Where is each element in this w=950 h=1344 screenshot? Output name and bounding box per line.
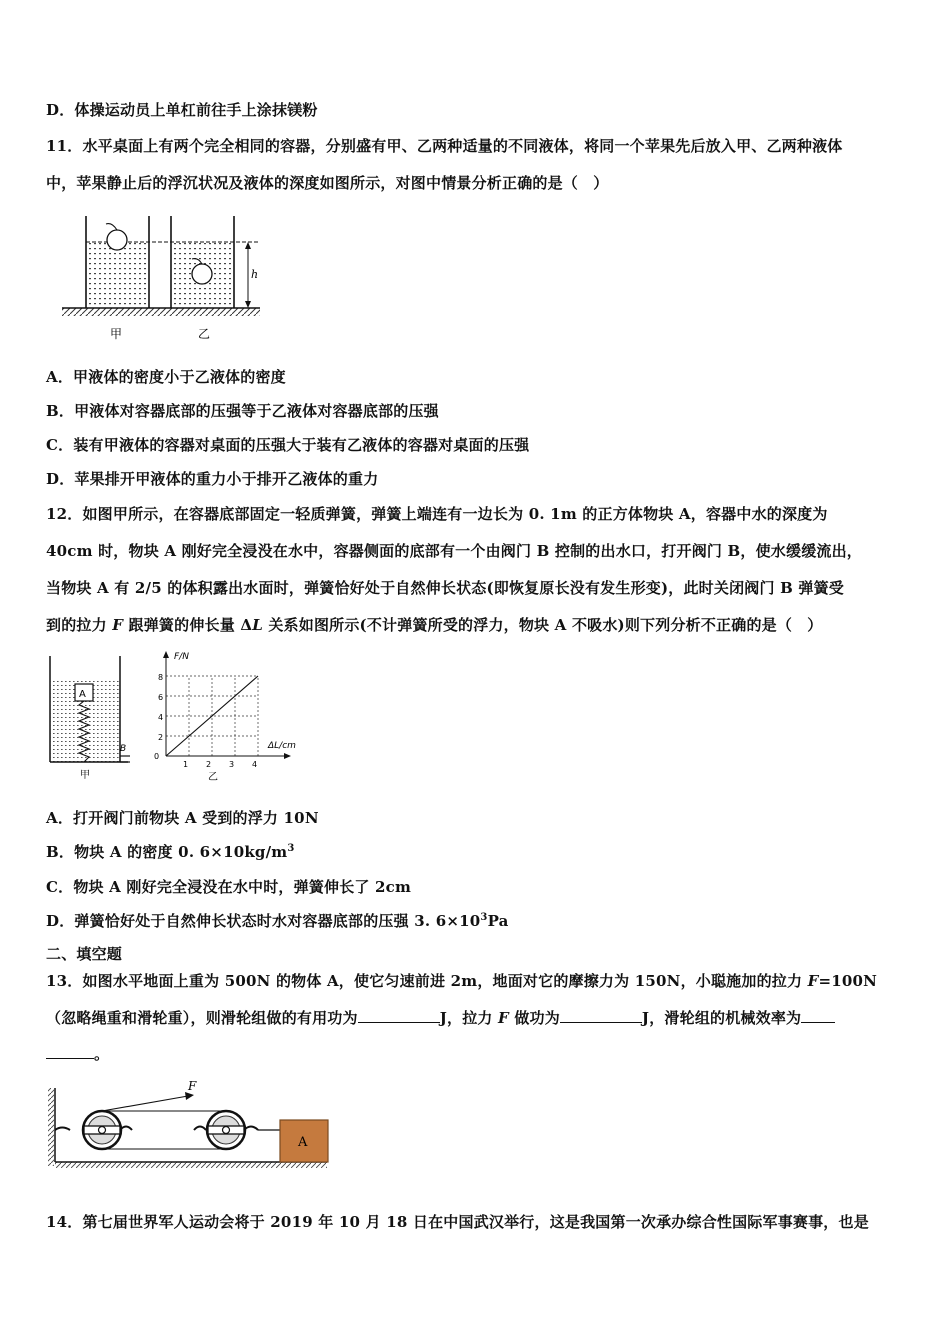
label-yi-12: 乙 xyxy=(208,772,218,782)
q13-stem-line2 xyxy=(46,1008,835,1028)
section-fill-blank: 二、填空题 xyxy=(46,945,123,963)
q12-option-d-text: D．弹簧恰好处于自然伸长状态时水对容器底部的压强 3. 6×10 xyxy=(46,912,481,930)
x-tick-2: 2 xyxy=(206,760,212,769)
label-block-a: A xyxy=(79,689,86,700)
pulley-fixed xyxy=(55,1111,132,1149)
q13-text-end: 。 xyxy=(94,1045,110,1063)
q12-option-b-sup: 3 xyxy=(287,843,295,854)
y-tick-8: 8 xyxy=(158,673,164,682)
label-valve-b: B xyxy=(120,744,127,754)
q13-text-2: =100N xyxy=(818,972,878,990)
q11-stem-line1: 11．水平桌面上有两个完全相同的容器，分别盛有甲、乙两种适量的不同液体，将同一个苹果先后放入甲、乙两种液体 xyxy=(46,137,843,155)
q12-text-3: 关系如图所示(不计弹簧所受的浮力，物块 A 不吸水)则下列分析不正确的是（ ） xyxy=(262,616,823,634)
q12-option-b xyxy=(46,842,295,862)
q12-stem-line2: 40cm 时，物块 A 刚好完全浸没在水中，容器侧面的底部有一个由阀门 B 控制的出水口，打开阀门 B，使水缓缓流出， xyxy=(46,542,863,560)
label-jia-12: 甲 xyxy=(80,770,90,781)
x-tick-4: 4 xyxy=(252,760,258,769)
q11-option-a: A．甲液体的密度小于乙液体的密度 xyxy=(46,368,286,386)
q11-option-b: B．甲液体对容器底部的压强等于乙液体对容器底部的压强 xyxy=(46,402,439,420)
q12-option-d-unit: Pa xyxy=(487,912,509,930)
y-tick-2: 2 xyxy=(158,733,164,742)
q13-pulley-figure xyxy=(46,1078,336,1173)
blank-efficiency[interactable] xyxy=(801,1008,835,1023)
q13-var-f: F xyxy=(807,972,819,990)
q12-option-d-sup: 3 xyxy=(480,912,488,923)
x-axis-label: ΔL/cm xyxy=(268,741,296,751)
y-tick-6: 6 xyxy=(158,693,164,702)
q12-stem-line4 xyxy=(46,615,822,635)
q12-container-figure xyxy=(40,652,140,782)
q13-text-3: （忽略绳重和滑轮重），则滑轮组做的有用功为 xyxy=(46,1009,358,1027)
q12-text-2: 跟弹簧的伸长量 Δ xyxy=(123,616,253,634)
q13-text-1: 13．如图水平地面上重为 500N 的物体 A，使它匀速前进 2m，地面对它的摩擦力为 150N，小聪施加的拉力 xyxy=(46,972,808,990)
force-arrow xyxy=(185,1092,194,1100)
q13-text-6: J，滑轮组的机械效率为 xyxy=(641,1009,802,1027)
q12-option-b-text: B．物块 A 的密度 0. 6×10kg/m xyxy=(46,843,288,861)
q12-option-a: A．打开阀门前物块 A 受到的浮力 10N xyxy=(46,809,319,827)
q13-text-4: J，拉力 xyxy=(439,1009,499,1027)
label-force-f: F xyxy=(188,1079,197,1093)
q12-text-1: 到的拉力 xyxy=(46,616,113,634)
q13-text-5: 做功为 xyxy=(508,1009,560,1027)
apple-jia xyxy=(106,224,127,250)
label-yi: 乙 xyxy=(198,327,211,341)
q11-figure xyxy=(58,212,268,347)
blank-efficiency-cont[interactable] xyxy=(46,1044,94,1059)
q12-stem-line1: 12．如图甲所示，在容器底部固定一轻质弹簧，弹簧上端连有一边长为 0. 1m 的正方体物块 A，容器中水的深度为 xyxy=(46,505,828,523)
x-tick-3: 3 xyxy=(229,760,235,769)
q11-option-d: D．苹果排开甲液体的重力小于排开乙液体的重力 xyxy=(46,470,379,488)
q14-stem-line1: 14．第七届世界军人运动会将于 2019 年 10 月 18 日在中国武汉举行，这是我国第一次承办综合性国际军事赛事，也是 xyxy=(46,1213,869,1231)
q13-var-f2: F xyxy=(498,1009,509,1027)
q12-option-c: C．物块 A 刚好完全浸没在水中时，弹簧伸长了 2cm xyxy=(46,878,412,896)
pulley-moving xyxy=(194,1111,258,1149)
label-h: h xyxy=(251,268,259,281)
y-axis-label: F/N xyxy=(174,652,189,662)
q12-stem-line3: 当物块 A 有 2/5 的体积露出水面时，弹簧恰好处于自然伸长状态(即恢复原长没有发生形变)，此时关闭阀门 B 弹簧受 xyxy=(46,579,845,597)
y-tick-4: 4 xyxy=(158,713,164,722)
label-block-a-13: A xyxy=(298,1135,308,1150)
blank-useful-work[interactable] xyxy=(358,1008,440,1023)
label-jia: 甲 xyxy=(110,327,123,341)
q11-option-c: C．装有甲液体的容器对桌面的压强大于装有乙液体的容器对桌面的压强 xyxy=(46,436,530,454)
q12-option-d xyxy=(46,911,509,931)
x-tick-1: 1 xyxy=(183,760,189,769)
q11-stem-line2: 中，苹果静止后的浮沉状况及液体的深度如图所示，对图中情景分析正确的是（ ） xyxy=(46,174,609,192)
blank-total-work[interactable] xyxy=(560,1008,642,1023)
y-tick-0: 0 xyxy=(154,752,160,761)
q13-stem-line3 xyxy=(46,1044,109,1064)
rope-pull xyxy=(102,1096,188,1111)
option-d-prev: D．体操运动员上单杠前往手上涂抹镁粉 xyxy=(46,101,318,119)
q12-graph xyxy=(148,648,308,782)
q13-stem-line1 xyxy=(46,971,877,991)
q12-var-f: F xyxy=(112,616,124,634)
q12-var-l: L xyxy=(252,616,263,634)
